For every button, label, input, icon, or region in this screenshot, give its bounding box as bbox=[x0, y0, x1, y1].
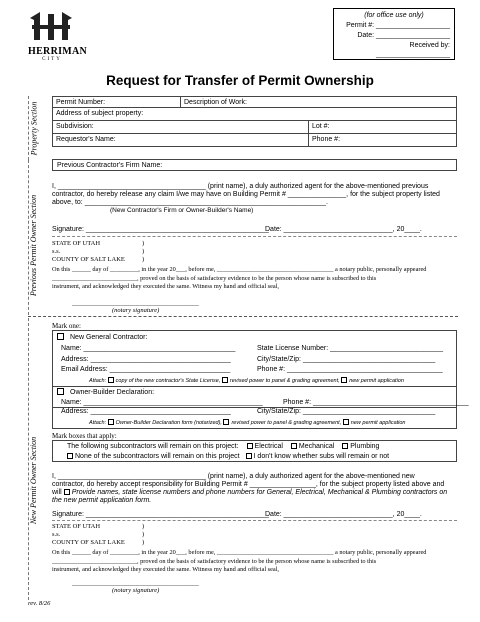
office-date-label: Date: ___________________ bbox=[357, 32, 450, 39]
logo-mark-icon bbox=[28, 12, 76, 42]
description-field[interactable]: Description of Work: bbox=[184, 99, 247, 106]
gc-address-field[interactable]: Address: ____________________________________ bbox=[61, 356, 231, 363]
ob-box-extension bbox=[52, 407, 457, 429]
new-county: COUNTY OF SALT LAKE bbox=[52, 539, 125, 546]
gc-city-field[interactable]: City/State/Zip: __________________________________ bbox=[257, 356, 436, 363]
lot-field[interactable]: Lot #: bbox=[312, 123, 330, 130]
gc-inner-divider bbox=[53, 386, 456, 387]
permit-number-field[interactable]: Permit Number: bbox=[53, 97, 181, 107]
subs-remain-row: The following subcontractors will remain on this project: Electrical Mechanical Plumbing bbox=[67, 443, 380, 450]
accept-paragraph-line4: the new permit application form. bbox=[52, 497, 152, 504]
new-state: STATE OF UTAH bbox=[52, 523, 101, 530]
mark-one-label: Mark one: bbox=[52, 322, 81, 330]
ob-attach-row: Attach: Owner-Builder Declaration form (notarized), revised power to panel & grading agreement, new permit application bbox=[89, 420, 406, 426]
previous-venue-parens: ) ) ) bbox=[142, 240, 145, 263]
previous-firm-box bbox=[52, 159, 457, 171]
requestor-field[interactable]: Requestor's Name: bbox=[53, 134, 309, 146]
phone-field[interactable]: Phone #: bbox=[312, 136, 341, 143]
office-use-header: (for office use only) bbox=[364, 12, 424, 19]
gc-attach-row: Attach: copy of the new contractor's State License, revised power to panel & grading agreement, new permit application bbox=[89, 378, 404, 384]
property-row-subdivision bbox=[52, 121, 457, 134]
new-name-caption: (New Contractor's Firm or Owner-Builder's Name) bbox=[110, 207, 254, 214]
previous-notary-text: On this ______ day of _________, in the year 20___, before me, _____________________________________ a notary public, personally appeared ___________________________, proved on the basis of satisfactory evidence to be the person whose name is subscribed to this instrument, and acknowledged they executed the same. Witness my hand and official seal, bbox=[52, 266, 427, 290]
previous-notary-venue bbox=[52, 240, 125, 264]
gc-name-field[interactable]: Name: _______________________________________ bbox=[61, 345, 236, 352]
property-row-permit bbox=[52, 96, 457, 108]
new-owner-divider bbox=[28, 318, 29, 600]
previous-notary-line[interactable]: _______________________________________ bbox=[72, 300, 199, 307]
gc-attach-power-checkbox[interactable] bbox=[222, 377, 228, 383]
gc-email-field[interactable]: Email Address: _______________________________ bbox=[61, 366, 231, 373]
accept-paragraph-line3: will Provide names, state license numbers and phone numbers for General, Electrical, Mechanical & Plumbing contractors on bbox=[52, 489, 448, 496]
subdivision-field[interactable]: Subdivision: bbox=[53, 121, 309, 133]
page-title: Request for Transfer of Permit Ownership bbox=[106, 73, 374, 88]
ob-title: Owner-Builder Declaration: bbox=[57, 388, 154, 397]
property-divider bbox=[28, 96, 29, 160]
new-notary-text: On this ______ day of _________, in the year 20___, before me, _____________________________________ a notary public, personally appeared ___________________________, proved on the basis of satisfactory evidence to be the person whose name is subscribed to this instrument, and acknowledged they executed the same. Witness my hand and official seal, bbox=[52, 549, 427, 573]
dont-know-checkbox[interactable] bbox=[246, 453, 252, 459]
revision-label: rev. 8/26 bbox=[28, 600, 51, 607]
new-ss: s.s. bbox=[52, 531, 61, 538]
ob-attach-declaration-checkbox[interactable] bbox=[108, 419, 114, 425]
new-venue-parens: ) ) ) bbox=[142, 523, 145, 546]
plumbing-checkbox[interactable] bbox=[342, 443, 348, 449]
logo-name: HERRIMAN bbox=[28, 46, 88, 57]
previous-county: COUNTY OF SALT LAKE bbox=[52, 256, 125, 263]
gc-license-field[interactable]: State License Number: _____________________________ bbox=[257, 345, 444, 352]
address-field[interactable]: Address of subject property: bbox=[56, 110, 144, 117]
release-paragraph-line2: contractor, do hereby release any claim I/we may have on Building Permit # _______________, for the subject property listed bbox=[52, 191, 440, 198]
previous-ss: s.s. bbox=[52, 248, 61, 255]
electrical-checkbox[interactable] bbox=[247, 443, 253, 449]
new-notary-signature-caption: (notary signature) bbox=[112, 587, 160, 594]
accept-paragraph-line2: contractor, do hereby accept responsibility for Building Permit # _________________, for the subject property listed above and bbox=[52, 481, 445, 488]
new-dashed-rule bbox=[52, 520, 457, 521]
property-row-address bbox=[52, 108, 457, 121]
office-use-box bbox=[333, 8, 455, 60]
subs-none-row: None of the subcontractors will remain on this project I don't know whether subs will remain or not bbox=[67, 452, 389, 461]
gc-checkbox[interactable] bbox=[57, 333, 64, 340]
previous-section-label: Previous Permit Owner Section bbox=[29, 194, 39, 296]
previous-dashed-rule bbox=[52, 236, 457, 237]
section-separator bbox=[28, 316, 458, 317]
gc-attach-application-checkbox[interactable] bbox=[341, 377, 347, 383]
previous-firm-name-field[interactable]: Previous Contractor's Firm Name: bbox=[57, 162, 163, 169]
new-owner-section-label: New Permit Owner Section bbox=[29, 436, 39, 524]
ob-checkbox[interactable] bbox=[57, 388, 64, 395]
previous-signature-line[interactable]: Signature: _______________________________________________ bbox=[52, 226, 269, 233]
previous-divider bbox=[28, 160, 29, 315]
previous-state: STATE OF UTAH bbox=[52, 240, 101, 247]
subcontractors-box bbox=[52, 440, 457, 462]
none-remain-checkbox[interactable] bbox=[67, 453, 73, 459]
herriman-logo bbox=[28, 12, 88, 62]
office-permit-label: Permit #: ___________________ bbox=[346, 22, 450, 29]
ob-attach-power-checkbox[interactable] bbox=[223, 419, 229, 425]
ob-address-field[interactable]: Address: ____________________________________ bbox=[61, 408, 231, 415]
previous-notary-signature-caption: (notary signature) bbox=[112, 307, 160, 314]
previous-date-line[interactable]: Date: ____________________________, 20____. bbox=[265, 226, 422, 233]
logo-sub: CITY bbox=[42, 57, 62, 62]
new-notary-line[interactable]: _______________________________________ bbox=[72, 580, 199, 587]
ob-name-field[interactable]: Name: ______________________________________________ bbox=[61, 399, 263, 406]
provide-names-checkbox[interactable] bbox=[64, 489, 70, 495]
ob-attach-application-checkbox[interactable] bbox=[343, 419, 349, 425]
property-section-label: Property Section bbox=[29, 101, 39, 155]
mechanical-checkbox[interactable] bbox=[291, 443, 297, 449]
ob-city-field[interactable]: City/State/Zip: __________________________________ bbox=[257, 408, 436, 415]
release-paragraph-line1: I, ______________________________________ (print name), a duly authorized agent for the above-mentioned previous bbox=[52, 183, 429, 190]
accept-paragraph-line1: I, ______________________________________ (print name), a duly authorized agent for the above-mentioned new bbox=[52, 473, 415, 480]
gc-phone-field[interactable]: Phone #: ________________________________________ bbox=[257, 366, 443, 373]
release-paragraph-line3: above, to: ______________________________________________________________. bbox=[52, 199, 329, 206]
general-contractor-box bbox=[52, 330, 469, 408]
office-received-label: Received by: ___________________ bbox=[376, 42, 450, 58]
gc-title: New General Contractor: bbox=[57, 333, 147, 342]
gc-attach-license-checkbox[interactable] bbox=[108, 377, 114, 383]
new-date-line[interactable]: Date: ____________________________, 20____. bbox=[265, 511, 422, 518]
mark-boxes-label: Mark boxes that apply: bbox=[52, 432, 117, 440]
new-notary-venue bbox=[52, 523, 125, 547]
ob-phone-field[interactable]: Phone #: ________________________________________ bbox=[283, 399, 469, 406]
property-row-requestor bbox=[52, 134, 457, 147]
new-signature-line[interactable]: Signature: _______________________________________________ bbox=[52, 511, 269, 518]
